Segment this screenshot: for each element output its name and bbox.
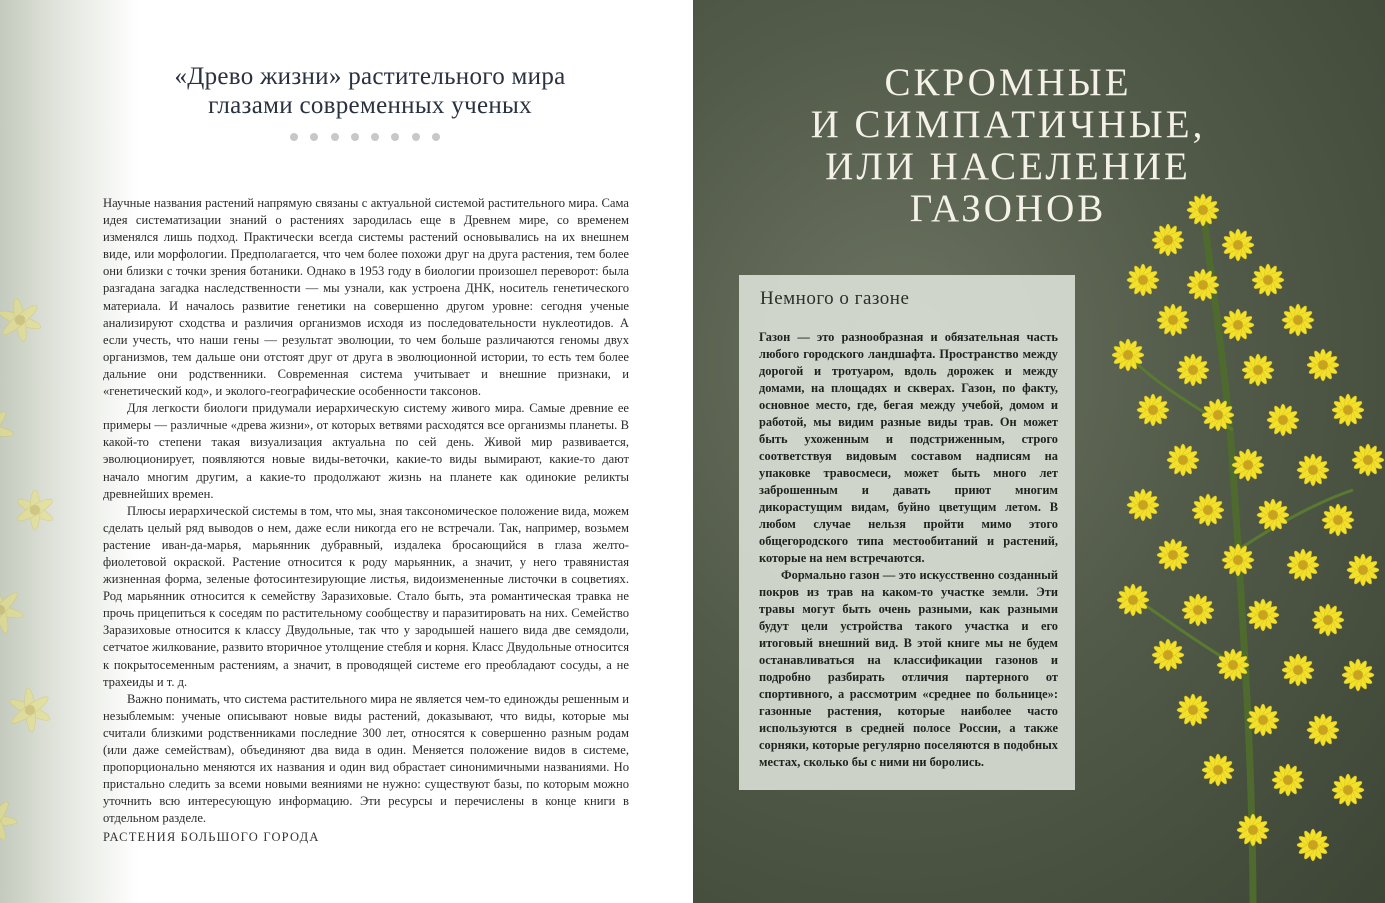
section-title bbox=[693, 62, 1323, 230]
section-title-line-4: ГАЗОНОВ bbox=[909, 187, 1107, 230]
section-title-line-2: И СИМПАТИЧНЫЕ, bbox=[810, 103, 1206, 146]
ornament-dot-icon bbox=[371, 133, 379, 141]
running-footer: РАСТЕНИЯ БОЛЬШОГО ГОРОДА bbox=[103, 830, 320, 844]
ornament-dot-icon bbox=[432, 133, 440, 141]
ornament-divider bbox=[290, 133, 440, 141]
faded-flower-decoration bbox=[0, 280, 90, 900]
ornament-dot-icon bbox=[412, 133, 420, 141]
right-page bbox=[693, 0, 1385, 903]
chapter-title-line-1: «Древо жизни» растительного мира bbox=[174, 63, 566, 90]
chapter-title bbox=[70, 62, 670, 120]
body-paragraph: Важно понимать, что система растительного мира не является чем-то единожды решенным и незыблемым: ученые описывают новые виды растений, доказывают, что виды, которые мы считали близкими родственниками последние 300 лет, относятся к совершенно разным родам (или даже семействам), объединяют два вида в один. Меняется положение видов в системе, пропорционально меняются их названия и один вид обрастает синонимичными названиями. Но пристально следить за всеми новыми веяниями не нужно: существуют базы, по которым можно уточнить всю интересующую информацию. Эти ресурсы и перечислены в конце книги в отдельном разделе. bbox=[103, 691, 629, 826]
sidebar-paragraph: Формально газон — это искусственно созданный покров из трав на каком-то участке земли. Эти травы могут быть очень разными, как разными будут цели устройства такого участка и его итоговый внешний вид. В этой книге мы не будем останавливаться на классификации газонов и подробно разбирать отличия партерного от спортивного, а рассмотрим «среднее по больнице»: газонные растения, которые наиболее часто используются в средней полосе России, а также сорняки, которые регулярно поселяются в подобных местах, сколько бы с ними ни боролись. bbox=[759, 568, 1058, 769]
section-title-line-1: СКРОМНЫЕ bbox=[884, 61, 1132, 104]
body-paragraph: Плюсы иерархической системы в том, что мы, зная таксономическое положение вида, можем сделать целый ряд выводов о нем, даже если никогда его не встречали. Так, например, возьмем растение иван-да-марья, марьянник дубравный, издалека бросающийся в глаза желто-фиолетовой окраской. Растение относится к роду марьянник, а значит, у него травянистая жизненная форма, зеленые фотосинтезирующие листья, видоизмененные листочки в соцветиях. Род марьянник относится к семейству Заразиховые. Стало быть, эта романтическая травка не прочь прицепиться к соседям по растительному сообществу и паразитировать на них. Семейство Заразиховые относится к классу Двудольные, так что у зародышей нашего вида две семядоли, сетчатое жилкование, развито вторичное утолщение стебля и корня. Класс Двудольные относится к покрытосеменным растениям, а значит, в проводящей системе его преобладают сосуды, а не трахеиды и т. д. bbox=[103, 503, 629, 689]
ornament-dot-icon bbox=[290, 133, 298, 141]
ornament-dot-icon bbox=[391, 133, 399, 141]
section-title-line-3: ИЛИ НАСЕЛЕНИЕ bbox=[825, 145, 1191, 188]
sidebar-text bbox=[759, 329, 1058, 771]
sidebar-heading: Немного о газоне bbox=[760, 288, 910, 309]
chapter-title-line-2: глазами современных ученых bbox=[208, 92, 532, 119]
body-text bbox=[103, 195, 629, 827]
sidebar-paragraph: Газон — это разнообразная и обязательная часть любого городского ландшафта. Пространство между дорогой и тротуаром, вдоль дорожек и между домами, на площадях и скверах. Газон, по факту, основное место, где, бегая между учебой, домом и работой, мы видим разные виды трав. Он может быть ухоженным и подстриженным, строго соответствуя видовым составом надписям на упаковке травосмеси, может быть много лет заброшенным и давать приют многим дикорастущим видам, буйно цветущим летом. В любом случае нельзя пройти мимо этого общегородского типа местообитаний и растений, которые на нем встречаются. bbox=[759, 330, 1058, 565]
body-paragraph: Научные названия растений напрямую связаны с актуальной системой растительного мира. Сама идея систематизации знаний о растениях зародилась еще в Древнем мире, со временем изменялся лишь подход. Практически всегда системы растений основывались на их внешнем виде, или морфологии. Предполагается, что чем более похожи друг на друга растения, тем более они близки с точки зрения ботаники. Однако в 1953 году в биологии произошел переворот: была разгадана загадка наследственности — мы узнали, как устроена ДНК, носитель генетического материала. И началось развитие генетики на совершенно другом уровне: сегодня ученые анализируют сходства и различия организмов исходя из последовательности нуклеотидов. А если учесть, что наши гены — результат эволюции, то чем больше различаются геномы двух организмов, тем дальше они отстоят друг от друга в эволюционной истории, то есть тем более дальние они родственники. Современная система учитывает и внешние признаки, и «генетический код», и эколого-географические особенности таксонов. bbox=[103, 196, 629, 399]
ornament-dot-icon bbox=[310, 133, 318, 141]
body-paragraph: Для легкости биологи придумали иерархическую систему живого мира. Самые древние ее примеры — различные «древа жизни», от которых ветвями расходятся все организмы планеты. В какой-то степени такая визуализация актуальна по сей день. Живой мир развивается, эволюционирует, появляются новые виды-веточки, какие-то виды вымирают, какие-то дают начало многим другим, а какие-то продолжают жизнь на планете как одинокие реликты древнейших времен. bbox=[103, 401, 629, 501]
sidebar-box bbox=[739, 275, 1075, 790]
ornament-dot-icon bbox=[331, 133, 339, 141]
ornament-dot-icon bbox=[351, 133, 359, 141]
